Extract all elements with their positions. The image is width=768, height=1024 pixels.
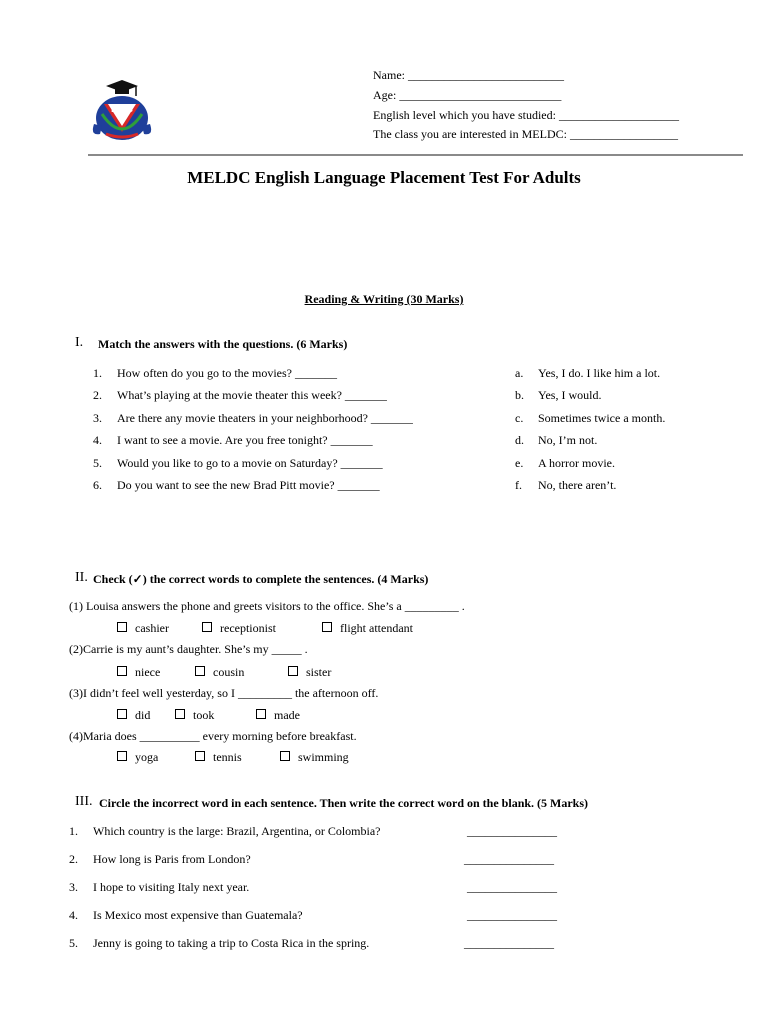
section-title: Reading & Writing (30 Marks) <box>304 292 464 306</box>
checkbox-icon[interactable] <box>322 622 332 632</box>
question-number: 3. <box>93 411 102 425</box>
choice-label: cousin <box>213 665 245 679</box>
question-number: 4. <box>93 433 102 447</box>
answer-letter: f. <box>515 478 522 492</box>
answer-letter: b. <box>515 388 524 402</box>
page-title: MELDC English Language Placement Test For Adults <box>187 168 581 187</box>
question-number: 1. <box>93 366 102 380</box>
class-interest-field-label: The class you are interested in MELDC: __________________ <box>373 127 678 141</box>
item-text: Which country is the large: Brazil, Argentina, or Colombia? <box>93 824 381 838</box>
question-text: How often do you go to the movies? _______ <box>117 366 337 380</box>
answer-text: Yes, I do. I like him a lot. <box>538 366 661 380</box>
answer-blank[interactable]: _______________ <box>464 852 554 866</box>
answer-text: A horror movie. <box>538 456 615 470</box>
item-text: Is Mexico most expensive than Guatemala? <box>93 908 303 922</box>
question-number: 6. <box>93 478 102 492</box>
choice-option[interactable] <box>195 665 244 680</box>
choice-option[interactable] <box>117 665 160 680</box>
english-level-field-label: English level which you have studied: ____________________ <box>373 108 679 122</box>
item-number: 1. <box>69 824 78 838</box>
checkbox-icon[interactable] <box>202 622 212 632</box>
question-text: Are there any movie theaters in your neighborhood? _______ <box>117 411 413 425</box>
age-field-label: Age: ___________________________ <box>373 88 562 102</box>
sentence-text: (3)I didn’t feel well yesterday, so I _________ the afternoon off. <box>69 686 379 700</box>
part3-heading: Circle the incorrect word in each sentence. Then write the correct word on the blank. (5 Marks) <box>99 796 589 810</box>
choice-option[interactable] <box>322 621 413 636</box>
choice-label: receptionist <box>220 621 276 635</box>
item-number: 5. <box>69 936 78 950</box>
answer-text: No, there aren’t. <box>538 478 617 492</box>
choice-option[interactable] <box>117 750 158 765</box>
choice-label: yoga <box>135 750 159 764</box>
checkbox-icon[interactable] <box>256 709 266 719</box>
part2-numeral: II. <box>75 570 88 585</box>
checkbox-icon[interactable] <box>195 751 205 761</box>
choice-option[interactable] <box>117 708 150 723</box>
choice-label: sister <box>306 665 332 679</box>
choice-option[interactable] <box>288 665 331 680</box>
checkbox-icon[interactable] <box>288 666 298 676</box>
choice-label: did <box>135 708 151 722</box>
item-text: Jenny is going to taking a trip to Costa Rica in the spring. <box>93 936 370 950</box>
choice-label: flight attendant <box>340 621 413 635</box>
item-text: I hope to visiting Italy next year. <box>93 880 250 894</box>
answer-letter: c. <box>515 411 524 425</box>
choice-label: made <box>274 708 300 722</box>
question-text: What’s playing at the movie theater this week? _______ <box>117 388 387 402</box>
choice-label: tennis <box>213 750 242 764</box>
choice-label: cashier <box>135 621 169 635</box>
question-number: 2. <box>93 388 102 402</box>
answer-letter: d. <box>515 433 524 447</box>
sentence-text: (4)Maria does __________ every morning before breakfast. <box>69 729 357 743</box>
part1-numeral: I. <box>75 335 84 350</box>
choice-option[interactable] <box>175 708 214 723</box>
checkbox-icon[interactable] <box>175 709 185 719</box>
checkbox-icon[interactable] <box>117 709 127 719</box>
item-number: 3. <box>69 880 78 894</box>
question-text: Would you like to go to a movie on Saturday? _______ <box>117 456 383 470</box>
item-text: How long is Paris from London? <box>93 852 251 866</box>
answer-blank[interactable]: _______________ <box>467 908 557 922</box>
answer-blank[interactable]: _______________ <box>464 936 554 950</box>
choice-label: took <box>193 708 215 722</box>
answer-text: No, I’m not. <box>538 433 598 447</box>
sentence-text: (1) Louisa answers the phone and greets visitors to the office. She’s a _________ . <box>69 599 465 613</box>
choice-option[interactable] <box>256 708 300 723</box>
answer-text: Yes, I would. <box>538 388 602 402</box>
part3-numeral: III. <box>75 794 93 809</box>
checkbox-icon[interactable] <box>117 666 127 676</box>
checkbox-icon[interactable] <box>280 751 290 761</box>
choice-option[interactable] <box>280 750 349 765</box>
checkbox-icon[interactable] <box>117 622 127 632</box>
checkbox-icon[interactable] <box>195 666 205 676</box>
answer-blank[interactable]: _______________ <box>467 824 557 838</box>
item-number: 4. <box>69 908 78 922</box>
meldc-logo: ELDC <box>88 74 156 144</box>
checkbox-icon[interactable] <box>117 751 127 761</box>
question-text: Do you want to see the new Brad Pitt movie? _______ <box>117 478 380 492</box>
choice-option[interactable] <box>195 750 242 765</box>
answer-letter: e. <box>515 456 524 470</box>
choice-option[interactable] <box>117 621 169 636</box>
part2-heading: Check (✓) the correct words to complete the sentences. (4 Marks) <box>93 572 429 586</box>
item-number: 2. <box>69 852 78 866</box>
name-field-label: Name: __________________________ <box>373 68 564 82</box>
answer-blank[interactable]: _______________ <box>467 880 557 894</box>
header-divider <box>88 154 743 156</box>
question-number: 5. <box>93 456 102 470</box>
choice-label: swimming <box>298 750 349 764</box>
answer-text: Sometimes twice a month. <box>538 411 666 425</box>
answer-letter: a. <box>515 366 524 380</box>
question-text: I want to see a movie. Are you free tonight? _______ <box>117 433 373 447</box>
part1-heading: Match the answers with the questions. (6 Marks) <box>98 337 348 351</box>
choice-option[interactable] <box>202 621 276 636</box>
choice-label: niece <box>135 665 161 679</box>
sentence-text: (2)Carrie is my aunt’s daughter. She’s my _____ . <box>69 642 308 656</box>
